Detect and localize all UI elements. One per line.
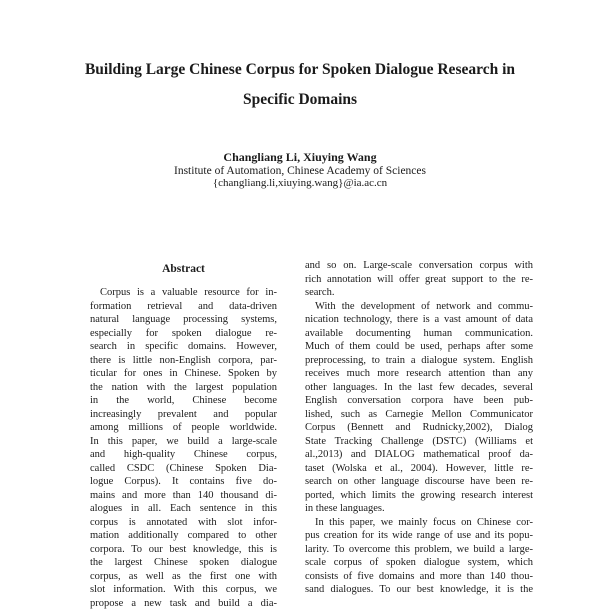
text-line: ticular for ones in Chinese. Spoken by <box>90 367 277 381</box>
text-line: nication technology, there is a vast amount of data <box>305 313 533 327</box>
text-line: in these languages. <box>305 502 533 516</box>
text-line: mation additionally compared to other <box>90 529 277 543</box>
author-affiliation: Institute of Automation, Chinese Academy of Sciences <box>0 165 600 178</box>
text-line: formation retrieval and data-driven <box>90 300 277 314</box>
author-names: Changliang Li, Xiuying Wang <box>0 151 600 165</box>
text-line: Much of them could be used, perhaps after some <box>305 340 533 354</box>
author-block <box>0 151 600 190</box>
abstract-section <box>90 262 277 610</box>
text-line: al.,2013) and DIALOG mathematical proof da- <box>305 448 533 462</box>
text-line: sand dialogues. To our best knowledge, it is the <box>305 583 533 597</box>
text-line: corpus is annotated with slot infor- <box>90 516 277 530</box>
text-line: lished, such as Carnegie Mellon Communicator <box>305 408 533 422</box>
text-line: search in specific domains. However, <box>90 340 277 354</box>
text-line: slot information. With this corpus, we <box>90 583 277 597</box>
author-email: {changliang.li,xiuying.wang}@ia.ac.cn <box>0 177 600 190</box>
text-line: alogues in all. Each sentence in this <box>90 502 277 516</box>
text-line: natural language processing systems, <box>90 313 277 327</box>
text-line: pus creation for its wide range of use and its popu- <box>305 529 533 543</box>
text-line: Corpus (Bennett and Rudnicky,2002), Dialog <box>305 421 533 435</box>
text-line: consists of five domains and more than 140 thou- <box>305 570 533 584</box>
text-line: the largest Chinese spoken dialogue <box>90 556 277 570</box>
text-line: larity. To overcome this problem, we build a large- <box>305 543 533 557</box>
text-line: increasingly prevalent and popular <box>90 408 277 422</box>
text-line: In this paper, we build a large-scale <box>90 435 277 449</box>
text-line: there is little non-English corpora, par- <box>90 354 277 368</box>
text-line: search on other language discourse have been re- <box>305 475 533 489</box>
text-line: Corpus is a valuable resource for in- <box>90 286 277 300</box>
text-line: the nation with the largest population <box>90 381 277 395</box>
text-line: scale corpus of spoken dialogue system, which <box>305 556 533 570</box>
text-line: corpus, as well as the first one with <box>90 570 277 584</box>
text-line: available documenting human communication. <box>305 327 533 341</box>
abstract-heading: Abstract <box>90 262 277 276</box>
text-line: other languages. In the last few decades, several <box>305 381 533 395</box>
paper-title-line-1: Building Large Chinese Corpus for Spoken Dialogue Research in <box>30 55 570 85</box>
text-line: especially for spoken dialogue re- <box>90 327 277 341</box>
text-line: and high-quality Chinese corpus, <box>90 448 277 462</box>
text-line: corpora. To our best knowledge, this is <box>90 543 277 557</box>
text-line: rich annotation will offer great support to the re- <box>305 273 533 287</box>
text-line: and so on. Large-scale conversation corpus with <box>305 259 533 273</box>
text-line: State Tracking Challenge (DSTC) (Williams et <box>305 435 533 449</box>
text-line: receives much more research attention than any <box>305 367 533 381</box>
text-line: English conversation corpora have been pub- <box>305 394 533 408</box>
text-line: called CSDC (Chinese Spoken Dia- <box>90 462 277 476</box>
text-line: logue Corpus). It contains five do- <box>90 475 277 489</box>
text-line: search. <box>305 286 533 300</box>
paper-title-line-2: Specific Domains <box>30 85 570 115</box>
text-line: With the development of network and commu- <box>305 300 533 314</box>
text-line: taset (Wolska et al., 2004). However, little re- <box>305 462 533 476</box>
text-line: ported, which limits the growing research interest <box>305 489 533 503</box>
text-line: In this paper, we mainly focus on Chinese cor- <box>305 516 533 530</box>
paper-title <box>30 55 570 115</box>
text-line: mains and more than 140 thousand di- <box>90 489 277 503</box>
text-line: in the world, Chinese become <box>90 394 277 408</box>
text-line: among millions of people worldwide. <box>90 421 277 435</box>
introduction-column <box>305 259 533 597</box>
text-line: preprocessing, to train a dialogue system. English <box>305 354 533 368</box>
text-line: propose a new task and build a dia- <box>90 597 277 610</box>
